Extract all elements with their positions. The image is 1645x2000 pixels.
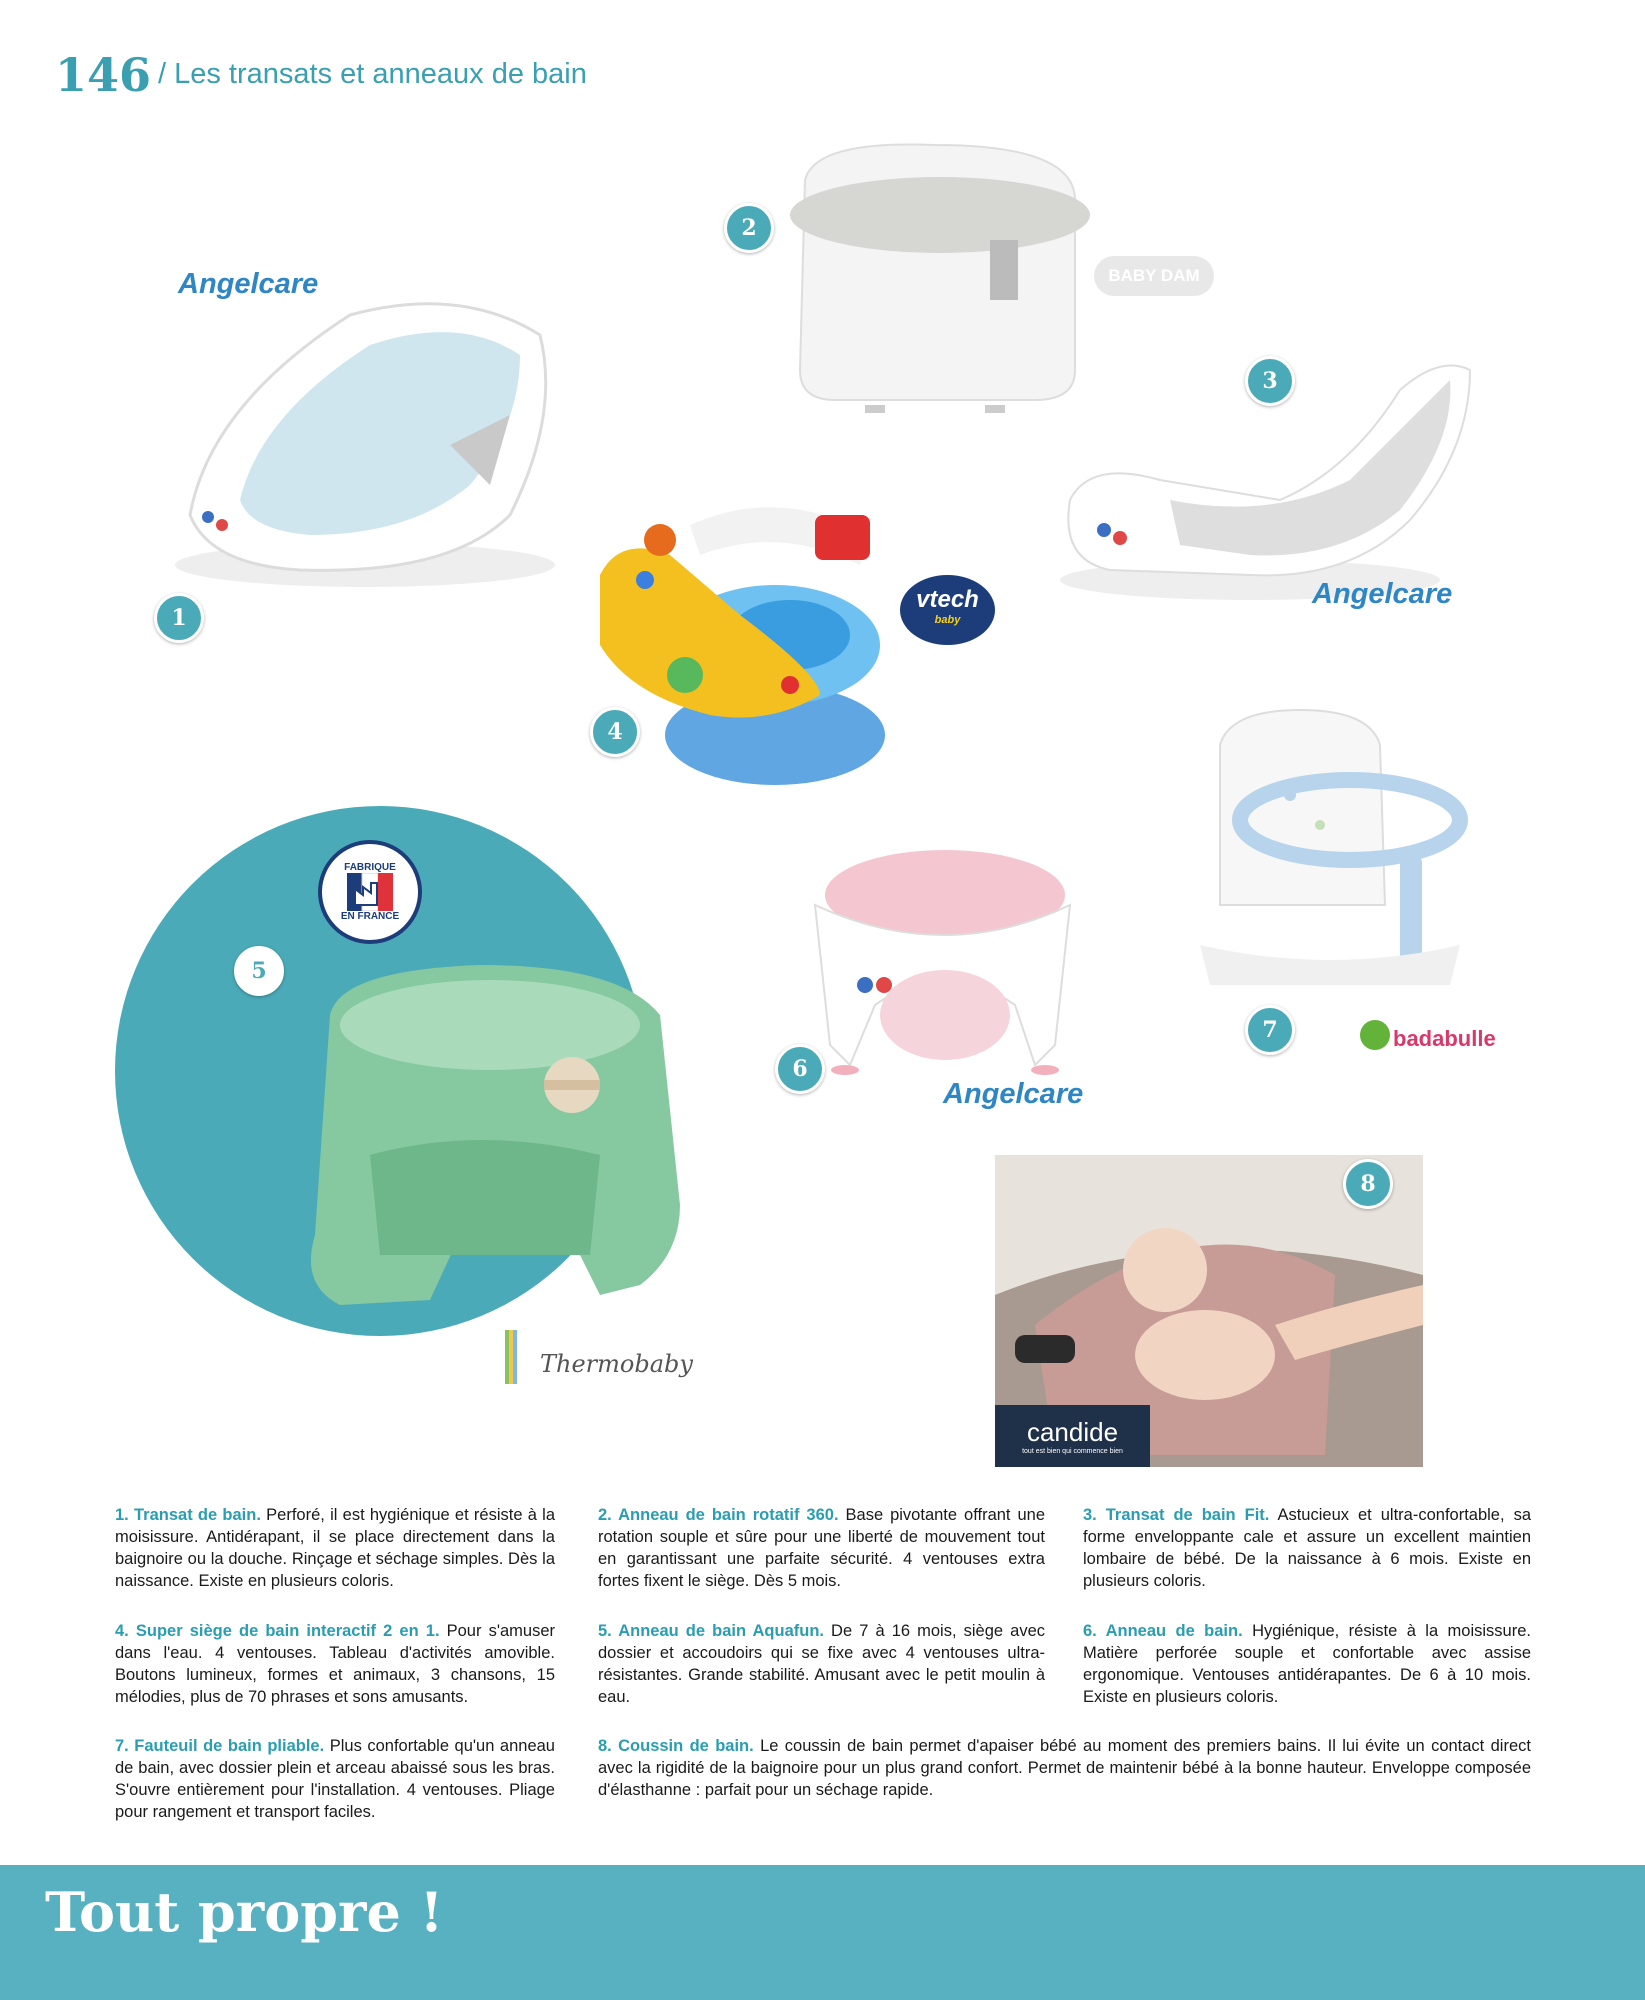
desc-product-5 xyxy=(598,1620,1045,1708)
desc-title-3: 3. Transat de bain Fit. xyxy=(1083,1506,1270,1524)
brand-babydam: BABY DAM xyxy=(1094,256,1214,296)
product-image-transat-fit xyxy=(1050,350,1480,610)
desc-title-8: 8. Coussin de bain. xyxy=(598,1737,754,1755)
desc-text-7: Plus confortable qu'un anneau de bain, avec dossier plein et arceau abaissé sous les bras. S'ouvre entièrement pour l'installation. 4 ventouses. Pliage pour rangement et transport faciles. xyxy=(115,1737,555,1821)
desc-title-5: 5. Anneau de bain Aquafun. xyxy=(598,1622,824,1640)
product-image-siege-interactif xyxy=(590,495,890,800)
section-title: / Les transats et anneaux de bain xyxy=(158,58,587,90)
desc-text-4: Pour s'amuser dans l'eau. 4 ventouses. Tableau d'activités amovible. Boutons lumineux, formes et animaux, 3 chansons, 15 mélodies, plus de 70 phrases et sons amusants. xyxy=(115,1622,555,1706)
desc-product-8 xyxy=(598,1735,1531,1801)
brand-candide-box xyxy=(995,1405,1150,1467)
desc-text-2: Base pivotante offrant une rotation souple et sûre pour une liberté de mouvement tout en garantissant une parfaite sécurité. 4 ventouses extra fortes fixent le siège. Dès 5 mois. xyxy=(598,1506,1046,1590)
page-number: 146 xyxy=(55,48,152,102)
badge-1: 1 xyxy=(154,593,204,643)
desc-product-1 xyxy=(115,1504,555,1592)
product-image-anneau-aquafun xyxy=(300,955,700,1320)
badge-5: 5 xyxy=(234,946,284,996)
made-in-france-badge xyxy=(318,840,422,944)
brand-candide-tagline: tout est bien qui commence bien xyxy=(1022,1448,1123,1455)
desc-title-2: 2. Anneau de bain rotatif 360. xyxy=(598,1506,839,1524)
badge-2: 2 xyxy=(724,203,774,253)
desc-title-6: 6. Anneau de bain. xyxy=(1083,1622,1243,1640)
desc-text-6: Hygiénique, résiste à la moisissure. Matière perforée souple et confortable avec assise ergonomique. Ventouses antidérapantes. De 6 à 10 mois. Existe en plusieurs coloris. xyxy=(1083,1622,1531,1706)
product-image-anneau-bain xyxy=(800,845,1090,1105)
desc-title-7: 7. Fauteuil de bain pliable. xyxy=(115,1737,325,1755)
badge-3: 3 xyxy=(1245,356,1295,406)
desc-title-1: 1. Transat de bain. xyxy=(115,1506,261,1524)
brand-thermobaby: Thermobaby xyxy=(540,1350,693,1378)
brand-angelcare-6: Angelcare xyxy=(943,1078,1084,1110)
brand-angelcare-3: Angelcare xyxy=(1312,578,1453,610)
product-image-fauteuil-pliable xyxy=(1180,705,1480,1000)
desc-text-1: Perforé, il est hygiénique et résiste à la moisissure. Antidérapant, il se place directement dans la baignoire ou la douche. Rinçage et séchage simples. Dès la naissance. Existe en plusieurs coloris. xyxy=(115,1506,556,1590)
footer-title: Tout propre ! xyxy=(45,1880,444,1944)
badge-8: 8 xyxy=(1343,1159,1393,1209)
brand-angelcare-1: Angelcare xyxy=(178,268,319,300)
brand-vtech-sub: baby xyxy=(934,614,961,626)
desc-product-6 xyxy=(1083,1620,1531,1708)
desc-text-3: Astucieux et ultra-confortable, sa forme enveloppante cale et assure un excellent maintien lombaire de bébé. De la naissance à 6 mois. Existe en plusieurs coloris. xyxy=(1083,1506,1531,1590)
product-image-transat xyxy=(150,285,570,595)
badge-4: 4 xyxy=(590,707,640,757)
desc-title-4: 4. Super siège de bain interactif 2 en 1. xyxy=(115,1622,440,1640)
badge-7: 7 xyxy=(1245,1005,1295,1055)
brand-vtech xyxy=(900,575,995,645)
en-france-label: EN FRANCE xyxy=(340,911,400,922)
brand-vtech-label: vtech xyxy=(916,586,979,613)
badge-6: 6 xyxy=(775,1044,825,1094)
desc-product-4 xyxy=(115,1620,555,1708)
desc-text-8: Le coussin de bain permet d'apaiser bébé au moment des premiers bains. Il lui évite un contact direct avec la rigidité de la baignoire pour un plus grand confort. Permet de maintenir bébé à la bonne hauteur. Enveloppe composée d'élasthanne : parfait pour un séchage rapide. xyxy=(598,1737,1531,1799)
badabulle-logo-icon xyxy=(1360,1020,1390,1050)
desc-product-7 xyxy=(115,1735,555,1823)
desc-product-2 xyxy=(598,1504,1045,1592)
desc-product-3 xyxy=(1083,1504,1531,1592)
thermobaby-logo-stripes xyxy=(505,1330,517,1384)
brand-candide: candide xyxy=(1026,1417,1119,1447)
factory-icon xyxy=(347,873,393,911)
brand-badabulle: badabulle xyxy=(1393,1026,1496,1051)
fabrique-label: FABRIQUE xyxy=(344,862,396,873)
desc-text-5: De 7 à 16 mois, siège avec dossier et accoudoirs qui se fixe avec 4 ventouses ultra-résistantes. Grande stabilité. Amusant avec le petit moulin à eau. xyxy=(598,1622,1045,1706)
